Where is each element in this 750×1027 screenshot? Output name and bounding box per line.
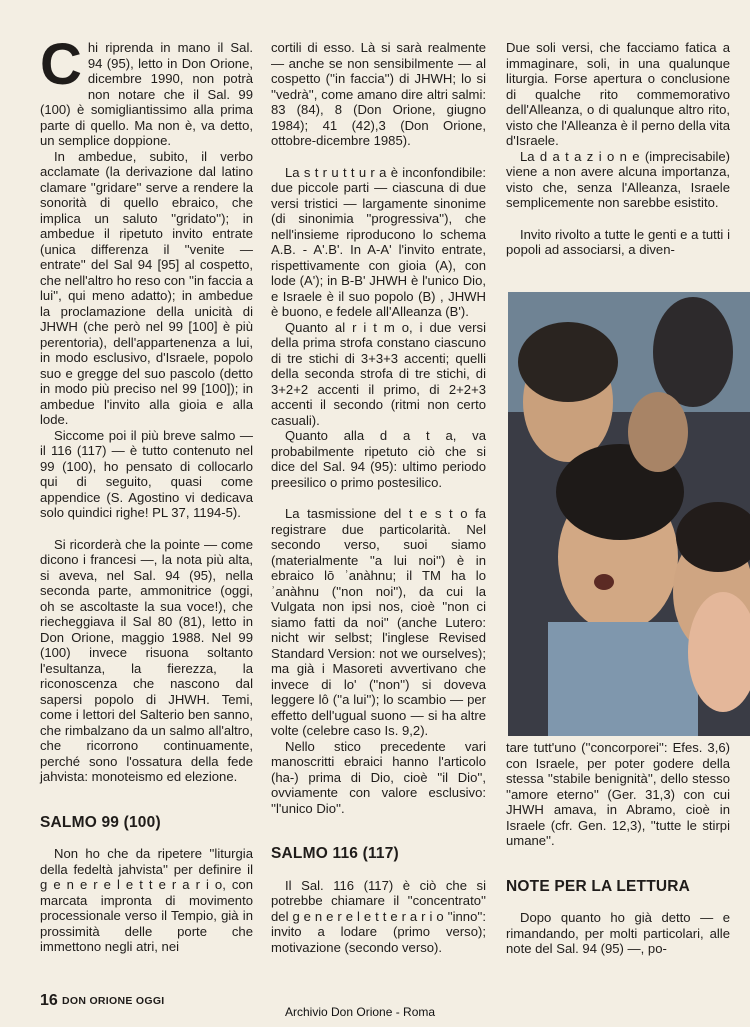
paragraph: Siccome poi il più breve salmo — il 116 (117) — è tutto contenuto nel 99 (100), ho pensato di collocarlo qui di seguito, quasi come appendice (S. Agostino vi dedicava solo quindici righe! PL 37, 1194-5). <box>40 427 253 520</box>
paragraph: Dopo quanto ho già detto — e rimandando, per molti particolari, alle note del Sal. 94 (95) —, po- <box>506 910 730 956</box>
paragraph: Non ho che da ripetere ''liturgia della fedeltà jahvista'' per definire il g e n e r e l e t t e r a r i o, con marcata impronta di movimento processionale verso il Tempio, già in prossimità delle porte che immettono negli atri, nei <box>40 846 253 954</box>
paragraph: Si ricorderà che la pointe — come dicono i francesi —, la nota più alta, si aveva, nel Sal. 94 (95), nella seconda parte, ammonitrice (oggi, oh se ascoltaste la sua voce!), che riecheggiava il Sal 80 (81), letto in Don Orione, maggio 1988. Nel 99 (100) invece risuona soltanto l'esultanza, la fierezza, la riconoscenza che nascono dal sapersi popolo di JHWH. Temi, come i lettori del Salterio ben sanno, che rimbalzano da un salmo all'altro, che ricorrono continuamente, perché sono l'ossatura della fede jahvista: monoteismo ed elezione. <box>40 536 253 784</box>
paragraph: Quanto alla d a t a, va probabilmente ripetuto ciò che si dice del Sal. 94 (95): ultimo periodo preesilico o primo postesilico. <box>271 428 486 490</box>
paragraph: Quanto al r i t m o, i due versi della prima strofa constano ciascuno di tre stichi di 3+3+3 accenti; quelli della seconda strofa di tre stichi, di 3+2+2 accenti il primo, di 2+2+3 accenti il secondo (ritmi non certo casuali). <box>271 319 486 428</box>
crowd-photo <box>508 292 750 736</box>
magazine-name: DON ORIONE OGGI <box>62 995 165 1007</box>
column-2 <box>271 40 486 955</box>
page-number: 16 <box>40 992 58 1009</box>
paragraph: La d a t a z i o n e (imprecisabile) viene a non avere alcuna importanza, visto che, senza l'Alleanza, Israele semplicemente non sarebbe esistito. <box>506 148 730 210</box>
paragraph: Il Sal. 116 (117) è ciò che si potrebbe chiamare il ''concentrato'' del g e n e r e l e t t e r a r i o ''inno'': invito a lodare (primo verso); motivazione (secondo verso). <box>271 877 486 955</box>
paragraph: Nello stico precedente vari manoscritti ebraici hanno l'articolo (ha-) prima di Dio, cioè ''il Dio'', ovviamente con valore esclusivo: ''l'unico Dio''. <box>271 738 486 816</box>
section-heading-salmo-99: SALMO 99 (100) <box>40 813 161 831</box>
paragraph-intro: Chi riprenda in mano il Sal. 94 (95), letto in Don Orione, dicembre 1990, non potrà non notare che il Sal. 99 (100) è somigliantissimo alla prima parte di quello. Ma non è, va detto, un semplice doppione. <box>40 32 253 148</box>
paragraph: La tasmissione del t e s t o fa registrare due particolarità. Nel secondo verso, suoi siamo (materialmente ''a lui noi'') è in ebraico lō ʾanàhnu; il TM ha lo ʾanàhnu (''non noi''), da cui la Vulgata non ipsi nos, cioè ''non ci siamo fatti da noi'' (anche Lutero: nicht wir selbst; l'inglese Revised Standard Version: not we ourselves); ma già i Masoreti avvertivano che invece di lo' (''non'') si doveva leggere lô (''a lui''); lo scambio — per effetto dell'ugual suono — si ha altre volte (celebre caso Is. 9,2). <box>271 506 486 738</box>
paragraph: In ambedue, subito, il verbo acclamate (la derivazione dal latino clamare ''gridare'' serve a rendere la sonorità di quello ebraico, che implica un saluto ''gridato''); in ambedue il ripetuto invito entrate (unica differenza il ''venite — entrate'' del Sal 94 [95] al cospetto, che nell'altro ho reso con ''in faccia a lui'', qui meno adatto); in ambedue la proclamazione della unicità di JHWH (che però nel 99 [100] è più perentoria), dell'appartenenza a lui, in modo esclusivo, d'Israele, popolo suo e gregge del suo pascolo (detto in modo più preciso nel 99 [100]); in ambedue l'invito alla gioia e alla lode. <box>40 148 253 427</box>
drop-cap: C <box>40 32 82 97</box>
column-1 <box>40 32 253 955</box>
section-heading-salmo-116: SALMO 116 (117) <box>271 845 399 862</box>
paragraph: Invito rivolto a tutte le genti e a tutti i popoli ad associarsi, a diven- <box>506 226 730 257</box>
archive-watermark: Archivio Don Orione - Roma <box>285 1005 436 1019</box>
section-heading-note: NOTE PER LA LETTURA <box>506 877 691 895</box>
column-3-top <box>506 40 730 258</box>
paragraph: La s t r u t t u r a è inconfondibile: due piccole parti — ciascuna di due versi tristici — largamente sinonime (di sinonimia ''progressiva''), che nell'insieme riproducono lo schema A.B. - A'.B'. In A-A' l'invito entrate, rispettivamente con gioia (A), con lode (A'); in B-B' JHWH è l'unico Dio, e Israele è il suo popolo (B) , JHWH è buono, e fedele all'Alleanza (B'). <box>271 164 486 319</box>
paragraph: Due soli versi, che facciamo fatica a immaginare, soli, in una qualunque liturgia. Forse apertura o conclusione di qualche rito commemorativo dell'Alleanza, o di qualunque altro rito, visto che l'Alleanza è il perno della vita d'Israele. <box>506 40 730 148</box>
paragraph: cortili di esso. Là si sarà realmente — anche se non sensibilmente — al cospetto (''in faccia'') di JHWH; lo si ''vedrà'', come amano dire altri salmi: 83 (84), 8 (Don Orione, giugno 1984); 41 (42),3 (Don Orione, ottobre-dicembre 1985). <box>271 40 486 148</box>
crowd-photo-illustration <box>508 292 750 736</box>
paragraph: tare tutt'uno (''concorporei'': Efes. 3,6) con Israele, per poter godere della stessa ''stabile benignità'', dello stesso ''amore eterno'' (Ger. 31,3) con cui JHWH amava, in Abramo, cioè in Israele (cfr. Gen. 12,3), ''tutte le stirpi umane''. <box>506 740 730 848</box>
column-3-bottom <box>506 740 730 957</box>
